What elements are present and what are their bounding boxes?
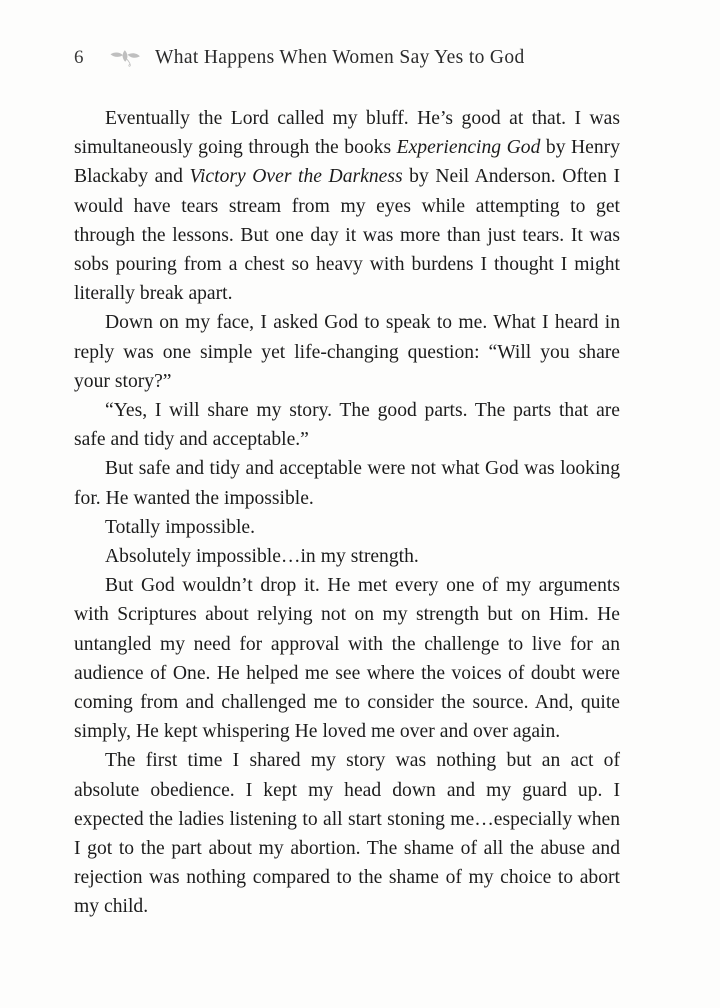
- body-paragraph: [74, 542, 620, 571]
- paragraph-text: But God wouldn’t drop it. He met every one of my arguments with Scriptures about relying not on my strength but on Him. He untangled my need for approval with the challenge to live for an audience of One. He helped me see where the voices of doubt were coming from and challenged me to consider the source. And, quite simply, He kept whispering He loved me over and over again.: [74, 575, 620, 743]
- paragraph-text: Totally impossible.: [105, 516, 256, 538]
- paragraph-text: by Neil Anderson. Often I would have tears stream from my eyes while attempting to get through the lessons. But one day it was more than just tears. It was sobs pouring from a chest so heavy with burdens I thought I might literally break apart.: [74, 166, 620, 305]
- leaf-branch-ornament-icon: [105, 49, 147, 67]
- body-text-block: [74, 104, 620, 922]
- body-paragraph: [74, 746, 620, 921]
- book-title-italic: Victory Over the Darkness: [189, 166, 403, 188]
- paragraph-text: But safe and tidy and acceptable were not what God was looking for. He wanted the impossible.: [74, 458, 620, 509]
- paragraph-text: Down on my face, I asked God to speak to me. What I heard in reply was one simple yet life-changing question: “Will you share your story?”: [74, 312, 620, 392]
- body-paragraph: [74, 571, 620, 746]
- paragraph-text: Eventually the Lord called my bluff. He’s good at that. I was simultaneously going through the books: [74, 108, 620, 159]
- running-title: What Happens When Women Say Yes to God: [155, 47, 525, 68]
- running-header: [74, 44, 620, 72]
- body-paragraph: [74, 396, 620, 454]
- body-paragraph: [74, 513, 620, 542]
- paragraph-text: “Yes, I will share my story. The good parts. The parts that are safe and tidy and acceptable.”: [74, 400, 620, 451]
- page-number: 6: [74, 47, 84, 68]
- paragraph-text: by Henry Blackaby and: [74, 137, 620, 188]
- body-paragraph: [74, 104, 620, 308]
- body-paragraph: [74, 454, 620, 512]
- paragraph-text: The first time I shared my story was nothing but an act of absolute obedience. I kept my head down and my guard up. I expected the ladies listening to all start stoning me…especially when I got to the part about my abortion. The shame of all the abuse and rejection was nothing compared to the shame of my choice to abort my child.: [74, 750, 620, 918]
- book-title-italic: Experiencing God: [396, 137, 541, 159]
- body-paragraph: [74, 308, 620, 396]
- paragraph-text: Absolutely impossible…in my strength.: [105, 546, 419, 568]
